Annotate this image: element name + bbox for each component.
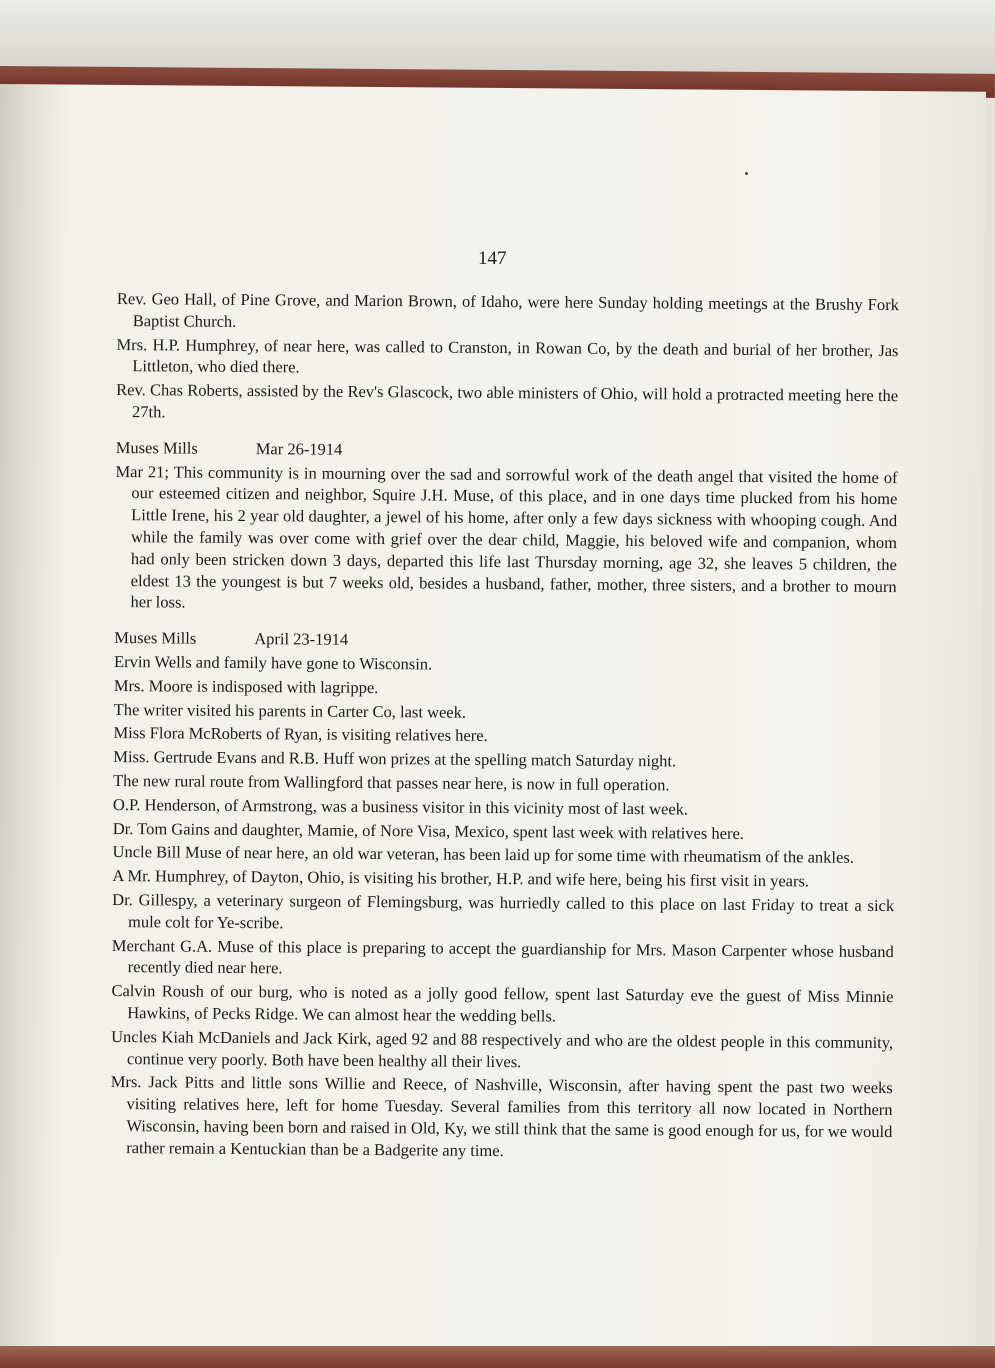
page-text [110, 288, 899, 1167]
news-item: O.P. Henderson, of Armstrong, was a business visitor in this vicinity most of last week. [112, 794, 689, 819]
news-item: Mrs. Jack Pitts and little sons Willie and Reece, of Nashville, Wisconsin, after having spent the past two weeks visiting relatives here, left for home Tuesday. Several families from this territory all now located in Northern Wisconsin, having been born and raised in Old, Ky, we still think that the same is good enough for us, for we would rather remain a Kentuckian than be a Badgerite any time. [110, 1072, 893, 1160]
news-item: Miss Flora McRoberts of Ryan, is visiting relatives here. [113, 723, 488, 746]
news-item: Dr. Gillespy, a veterinary surgeon of Flemingsburg, was hurriedly called to this place on last Friday to treat a sick mule colt for Ye-scribe. [112, 889, 895, 933]
news-item: Miss. Gertrude Evans and R.B. Huff won prizes at the spelling match Saturday night. [113, 747, 677, 771]
news-item: Uncle Bill Muse of near here, an old war veteran, has been laid up for some time with rheumatism of the ankles. [112, 842, 854, 868]
news-item: The new rural route from Wallingford that passes near here, is now in full operation. [113, 770, 670, 795]
news-item: Rev. Chas Roberts, assisted by the Rev's Glascock, two able ministers of Ohio, will hold a protracted meeting here the 27th. [116, 380, 899, 422]
dateline-date: Mar 26-1914 [255, 438, 343, 459]
dateline-place: Muses Mills [115, 437, 198, 458]
news-item: Calvin Roush of our burg, who is noted as a jolly good fellow, spent last Saturday eve the guest of Miss Minnie Hawkins, of Pecks Ridge. We can almost hear the wedding bells. [111, 981, 894, 1026]
news-item: Ervin Wells and family have gone to Wisconsin. [113, 651, 433, 674]
news-item: Merchant G.A. Muse of this place is preparing to accept the guardianship for Mrs. Mason Carpenter whose husband recently died near here. [111, 935, 894, 978]
page-number: 147 [478, 248, 507, 269]
news-item: Rev. Geo Hall, of Pine Grove, and Marion Brown, of Idaho, were here Sunday holding meetings at the Brushy Fork Baptist Church. [116, 288, 899, 331]
news-item: Mrs. Moore is indisposed with lagrippe. [113, 675, 379, 697]
news-item: Mar 21; This community is in mourning over the sad and sorrowful work of the death angel that visited the home of our esteemed citizen and neighbor, Squire J.H. Muse, of this place, and in one days time plucked from his home Little Irene, his 2 year old daughter, a jewel of his home, after only a few days sickness with whooping cough. And while the family was over come with grief over the dear child, Maggie, his beloved wife and companion, whom had only been stricken down 3 days, departed this life last Thursday morning, age 32, she leaves 5 children, the eldest 13 the youngest is but 7 weeks old, besides a husband, father, mother, three sisters, and a brother to mourn her loss. [115, 461, 898, 612]
news-item: The writer visited his parents in Carter Co, last week. [113, 699, 467, 722]
news-item: A Mr. Humphrey, of Dayton, Ohio, is visiting his brother, H.P. and wife here, being his first visit in years. [112, 866, 810, 891]
news-item: Dr. Tom Gains and daughter, Mamie, of Nore Visa, Mexico, spent last week with relatives here. [112, 818, 745, 843]
news-item: Uncles Kiah McDaniels and Jack Kirk, aged 92 and 88 respectively and who are the oldest people in this community, continue very poorly. Both have been healthy all their lives. [111, 1026, 894, 1071]
dateline-place: Muses Mills [114, 628, 197, 648]
page-speck [745, 172, 748, 175]
dateline-date: April 23-1914 [254, 629, 349, 649]
news-item: Mrs. H.P. Humphrey, of near here, was called to Cranston, in Rowan Co, by the death and burial of her brother, Jas Littleton, who died there. [116, 334, 899, 377]
book-cover-bottom-edge [0, 1346, 995, 1368]
